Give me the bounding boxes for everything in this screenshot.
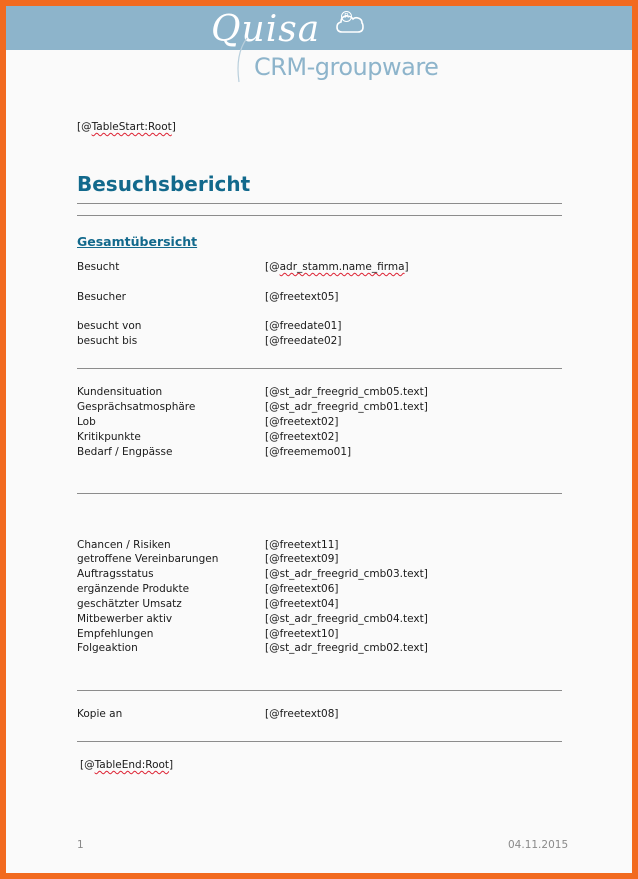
registered-mark: R [341,11,352,22]
row-value: [@freedate01] [265,320,342,332]
row-label: Kundensituation [77,386,163,398]
row-label: Folgeaktion [77,642,138,654]
row-value: [@st_adr_freegrid_cmb05.text] [265,386,428,398]
row-value: [@freetext06] [265,583,339,595]
table-end-text: TableEnd:Root [94,759,170,771]
row-value: [@freetext11] [265,539,339,551]
row-value: [@st_adr_freegrid_cmb01.text] [265,401,428,413]
divider [77,203,562,204]
row-value: [@adr_stamm.name_firma] [265,261,409,273]
row-label: Gesprächsatmosphäre [77,401,196,413]
row-value: [@st_adr_freegrid_cmb03.text] [265,568,428,580]
row-label: Empfehlungen [77,628,154,640]
row-label: ergänzende Produkte [77,583,190,595]
table-end-field: [@TableEnd:Root] [80,759,174,771]
logo-swoosh-icon [231,36,251,84]
row-value: [@st_adr_freegrid_cmb02.text] [265,642,428,654]
section-title: Gesamtübersicht [77,234,198,249]
row-label: Besucht [77,261,120,273]
row-label: getroffene Vereinbarungen [77,553,219,565]
table-start-field: [@TableStart:Root] [77,121,176,133]
row-value: [@freetext05] [265,291,339,303]
document-page [6,6,632,873]
row-value: [@freetext02] [265,416,339,428]
row-label: Kritikpunkte [77,431,141,443]
row-label: Auftragsstatus [77,568,154,580]
row-value: [@freetext10] [265,628,339,640]
logo-wordmark: Quisa [211,9,321,50]
divider [77,215,562,216]
row-label: Lob [77,416,96,428]
row-value: [@st_adr_freegrid_cmb04.text] [265,613,428,625]
row-value: [@freememo01] [265,446,352,458]
footer-date: 04.11.2015 [508,839,569,851]
row-value: [@freetext02] [265,431,339,443]
row-label: Chancen / Risiken [77,539,171,551]
page-title: Besuchsbericht [77,172,251,196]
row-label: geschätzter Umsatz [77,598,182,610]
divider [77,493,562,494]
row-value: [@freetext04] [265,598,339,610]
logo-subtitle: CRM-groupware [254,53,439,81]
row-label: Mitbewerber aktiv [77,613,173,625]
table-start-text: TableStart:Root [91,121,172,133]
divider [77,690,562,691]
row-label: Kopie an [77,708,123,720]
divider [77,741,562,742]
divider [77,368,562,369]
row-label: Besucher [77,291,126,303]
row-value: [@freetext09] [265,553,339,565]
row-label: Bedarf / Engpässe [77,446,173,458]
row-value: [@freetext08] [265,708,339,720]
row-value: [@freedate02] [265,335,342,347]
row-label: besucht von [77,320,142,332]
footer-page-number: 1 [77,839,84,851]
row-label: besucht bis [77,335,138,347]
